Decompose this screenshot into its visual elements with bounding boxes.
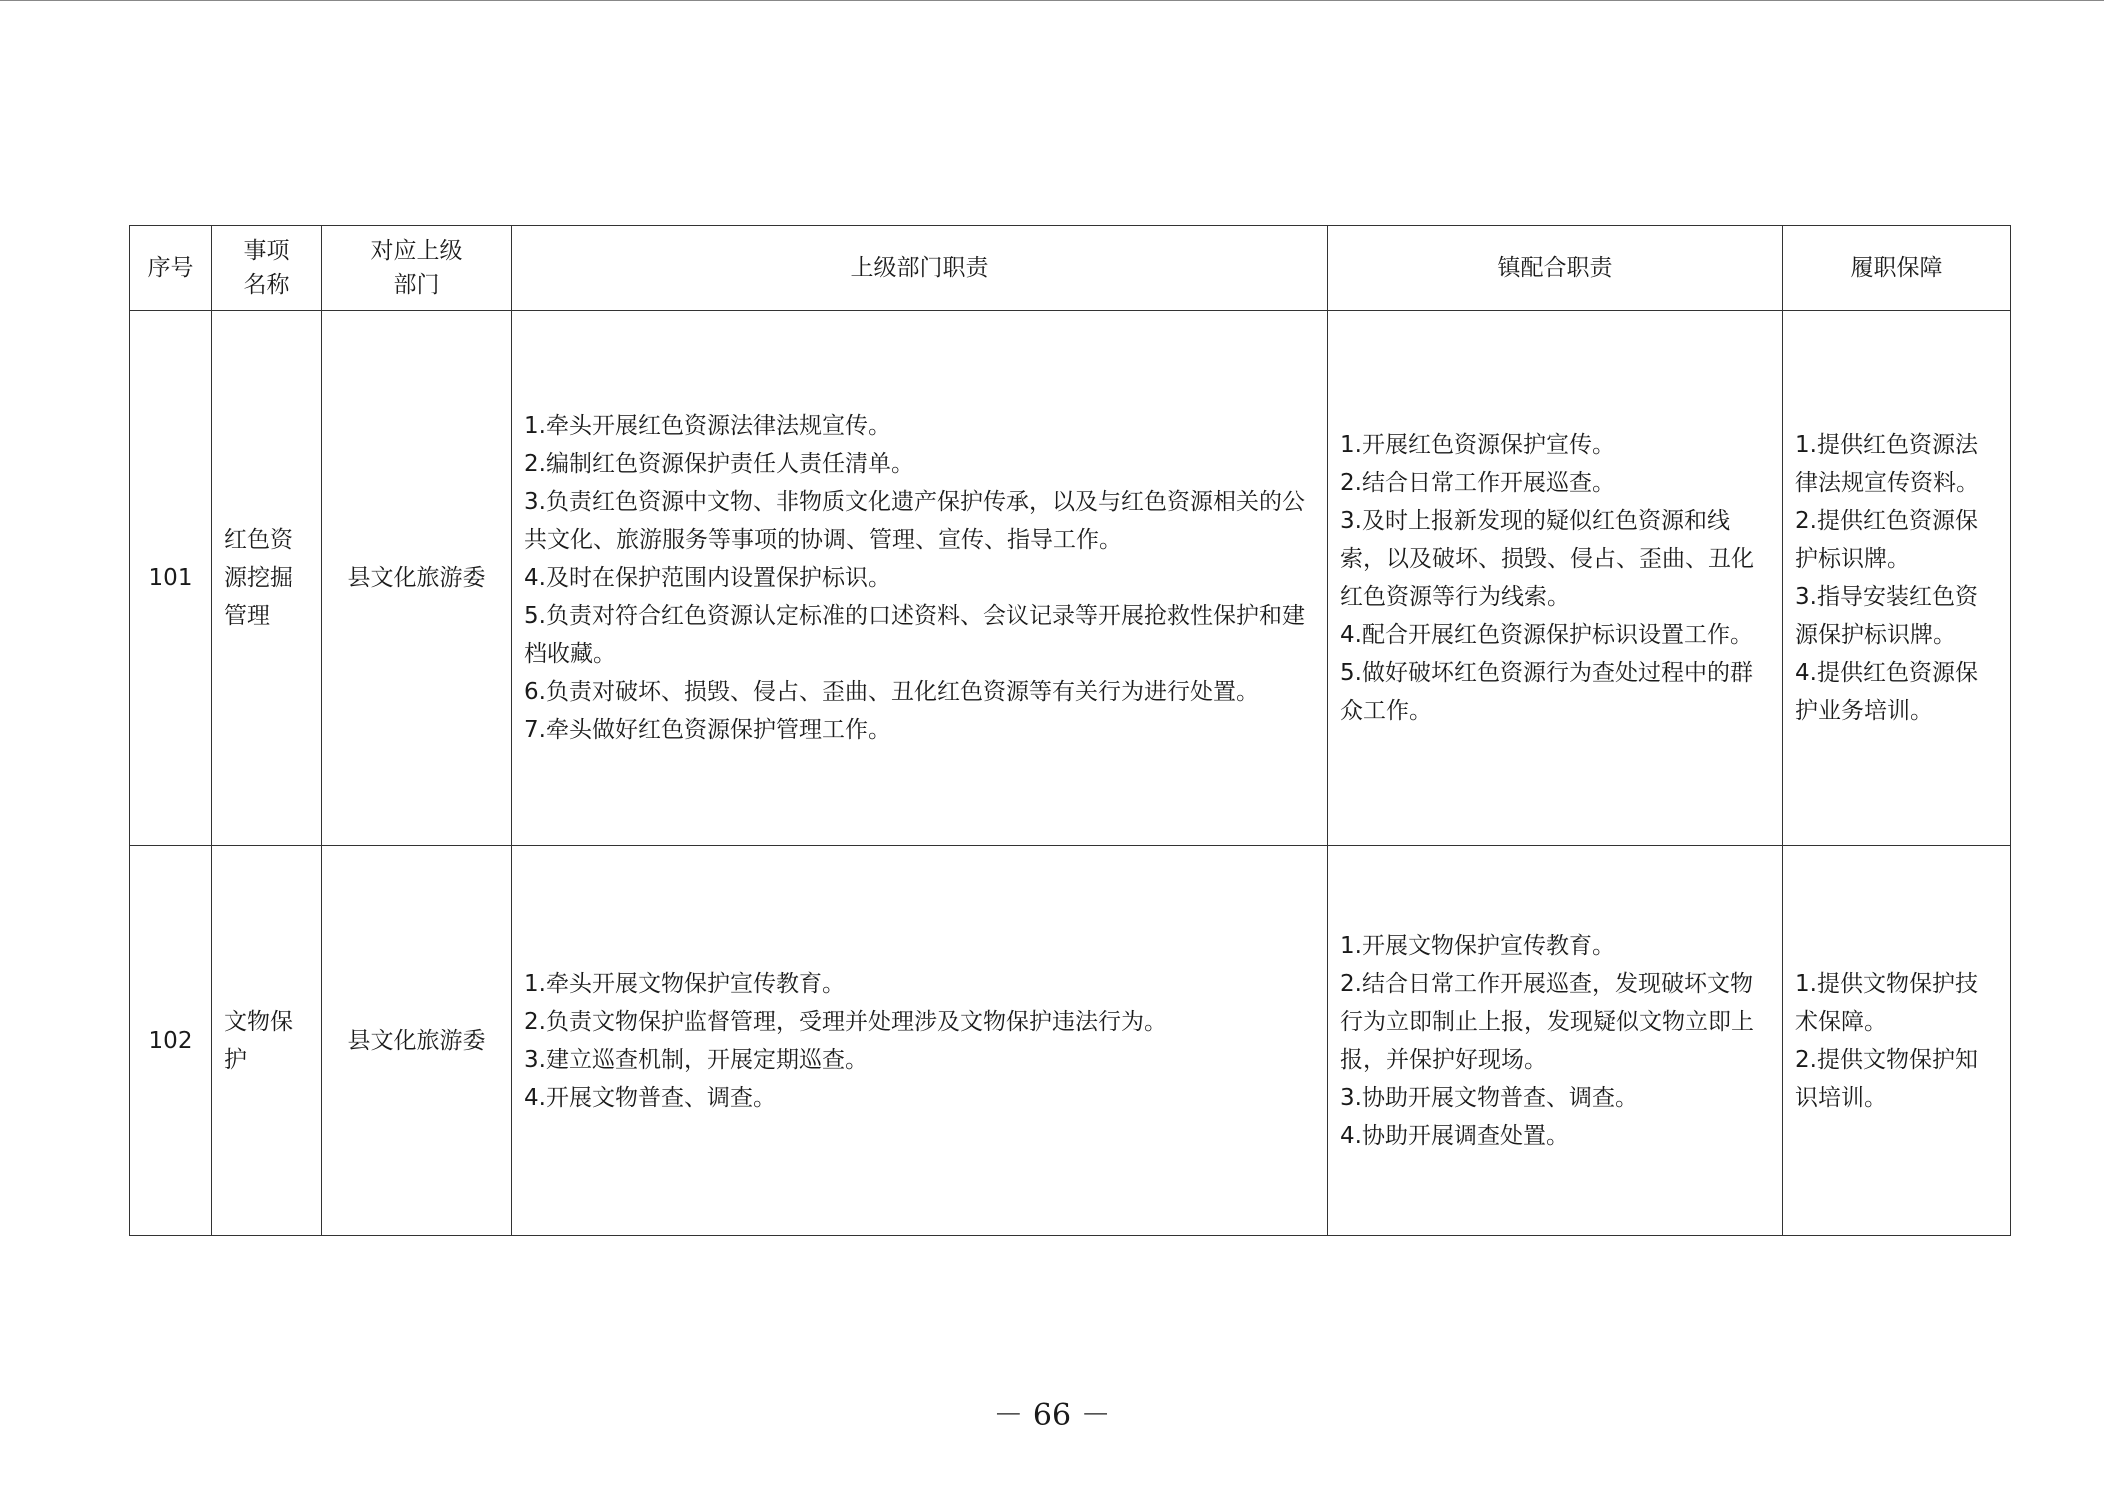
header-dept-line: 对应上级	[370, 238, 463, 264]
town-item: 2.结合日常工作开展巡查，发现破坏文物行为立即制止上报，发现疑似文物立即上报，并保护好现场。	[1340, 970, 1754, 1073]
guarantee-item: 2.提供文物保护知识培训。	[1795, 1046, 1978, 1111]
header-name-line2: 名称	[243, 272, 290, 298]
upper-item: 1.牵头开展红色资源法律法规宣传。	[524, 413, 891, 439]
cell-guarantee	[1783, 846, 2011, 1236]
upper-item: 1.牵头开展文物保护宣传教育。	[524, 970, 845, 997]
upper-item: 2.负责文物保护监督管理，受理并处理涉及文物保护违法行为。	[524, 1008, 1167, 1035]
header-dept-line2: 部门	[393, 272, 440, 298]
header-name-line: 事项	[243, 238, 290, 264]
cell-guarantee	[1783, 311, 2011, 846]
page-number: － 66 －	[993, 1398, 1111, 1433]
town-item: 1.开展文物保护宣传教育。	[1340, 932, 1615, 959]
town-item: 1.开展红色资源保护宣传。	[1340, 432, 1615, 458]
header-dept	[322, 226, 512, 311]
cell-upper	[512, 311, 1328, 846]
upper-item: 4.及时在保护范围内设置保护标识。	[524, 565, 891, 591]
header-town-duty: 镇配合职责	[1328, 226, 1783, 311]
upper-item: 3.负责红色资源中文物、非物质文化遗产保护传承，以及与红色资源相关的公共文化、旅游服务等事项的协调、管理、宣传、指导工作。	[524, 489, 1305, 553]
header-guarantee: 履职保障	[1783, 226, 2011, 311]
table-header-row	[130, 226, 2011, 311]
cell-name: 红色资源挖掘管理	[212, 311, 322, 846]
guarantee-item: 3.指导安装红色资源保护标识牌。	[1795, 584, 1978, 648]
upper-item: 5.负责对符合红色资源认定标准的口述资料、会议记录等开展抢救性保护和建档收藏。	[524, 603, 1305, 667]
guarantee-item: 1.提供文物保护技术保障。	[1795, 970, 1978, 1035]
table-row	[130, 846, 2011, 1236]
guarantee-item: 1.提供红色资源法律法规宣传资料。	[1795, 432, 1979, 496]
page-top-border	[0, 0, 2104, 1]
cell-dept: 县文化旅游委	[322, 846, 512, 1236]
upper-item: 6.负责对破坏、损毁、侵占、歪曲、丑化红色资源等有关行为进行处置。	[524, 679, 1259, 705]
upper-item: 3.建立巡查机制，开展定期巡查。	[524, 1046, 868, 1073]
town-item: 5.做好破坏红色资源行为查处过程中的群众工作。	[1340, 660, 1753, 724]
town-item: 3.及时上报新发现的疑似红色资源和线索，以及破坏、损毁、侵占、歪曲、丑化红色资源等行为线索。	[1340, 508, 1754, 610]
header-name	[212, 226, 322, 311]
header-no: 序号	[130, 226, 212, 311]
table-row	[130, 311, 2011, 846]
cell-no: 102	[130, 846, 212, 1236]
cell-town	[1328, 311, 1783, 846]
upper-item: 2.编制红色资源保护责任人责任清单。	[524, 451, 914, 477]
town-item: 4.配合开展红色资源保护标识设置工作。	[1340, 622, 1753, 648]
cell-name: 文物保护	[212, 846, 322, 1236]
town-item: 4.协助开展调查处置。	[1340, 1122, 1569, 1149]
upper-item: 7.牵头做好红色资源保护管理工作。	[524, 717, 891, 743]
guarantee-item: 4.提供红色资源保护业务培训。	[1795, 660, 1978, 724]
cell-upper	[512, 846, 1328, 1236]
cell-no: 101	[130, 311, 212, 846]
guarantee-item: 2.提供红色资源保护标识牌。	[1795, 508, 1978, 572]
upper-item: 4.开展文物普查、调查。	[524, 1084, 776, 1111]
town-item: 3.协助开展文物普查、调查。	[1340, 1084, 1638, 1111]
cell-town	[1328, 846, 1783, 1236]
cell-dept: 县文化旅游委	[322, 311, 512, 846]
duty-table	[129, 225, 2011, 1236]
town-item: 2.结合日常工作开展巡查。	[1340, 470, 1615, 496]
header-upper-duty: 上级部门职责	[512, 226, 1328, 311]
